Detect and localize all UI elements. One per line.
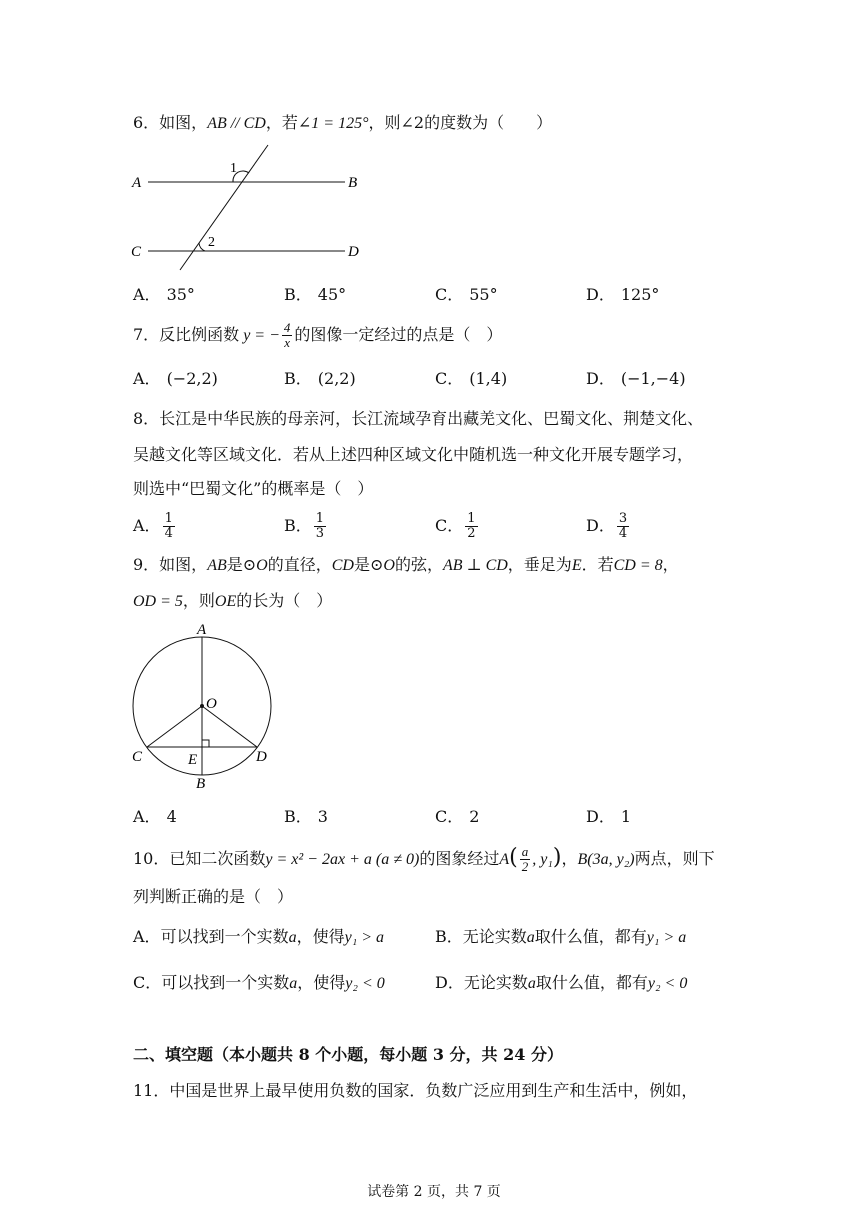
q9-option-d[interactable] <box>586 806 631 828</box>
q8-option-b-fraction <box>314 512 326 541</box>
q6-option-a[interactable] <box>133 284 195 306</box>
q8-option-d-num: 3 <box>618 511 628 526</box>
q8-option-d-den: 4 <box>618 526 628 541</box>
q8-option-a-num: 1 <box>164 511 173 526</box>
q6-relation: AB // CD <box>207 115 266 132</box>
q10-l1-b: 的图象经过 <box>419 849 500 868</box>
q7-option-d[interactable] <box>586 368 686 390</box>
q10-point-a-open: ( <box>509 845 518 870</box>
q9-option-c-text: 2 <box>469 807 480 826</box>
q7-option-b[interactable] <box>284 368 356 390</box>
q10-option-c[interactable] <box>133 972 385 995</box>
q10-option-c-text: 可以找到一个实数 <box>161 973 290 992</box>
q10-option-b-tail: 取什么值，都有 <box>534 927 647 946</box>
q9-right-angle-mark <box>202 740 209 747</box>
q9-l2-d: 的长为（ ） <box>236 591 333 610</box>
q9-option-d-text: 1 <box>620 807 632 826</box>
q9-option-a-label: A． <box>133 807 161 826</box>
q9-label-a: A <box>197 622 207 638</box>
q10-option-b-label: B． <box>435 927 463 946</box>
q10-option-b-var: a <box>526 929 535 946</box>
q7-option-c-label: C． <box>435 369 464 388</box>
q10-point-a-num: a <box>521 844 529 859</box>
q8-line1: 8．长江是中华民族的母亲河，长江流域孕育出藏羌文化、巴蜀文化、荆楚文化、 <box>133 409 704 428</box>
q7-stem <box>133 320 502 351</box>
q8-option-c-num: 1 <box>467 511 476 526</box>
q10-l1-d: 两点，则下 <box>634 849 715 868</box>
q10-point-a-label: A <box>499 851 510 868</box>
q10-option-b-ineq: y₁ > a <box>646 929 687 946</box>
q10-option-b[interactable] <box>435 926 686 949</box>
q7-option-a[interactable] <box>133 368 218 390</box>
q9-l1-g: 是⊙ <box>353 555 384 574</box>
q9-l2-a: OD = 5 <box>133 593 183 610</box>
q9-line2 <box>133 590 332 613</box>
q9-l1-e: 的直径， <box>267 555 332 574</box>
q10-option-a[interactable] <box>133 926 384 949</box>
q7-option-a-label: A． <box>133 369 161 388</box>
q6-stem <box>133 112 552 135</box>
q7-option-c[interactable] <box>435 368 507 390</box>
q7-func-fraction <box>282 321 293 350</box>
q9-l1-l: E <box>571 557 582 574</box>
q6-stem-mid: ，若 <box>265 113 298 132</box>
q10-point-b: B(3a, y₂) <box>577 851 635 868</box>
q9-option-c-label: C． <box>435 807 464 826</box>
q9-option-a-text: 4 <box>166 807 177 826</box>
q11-line1: 11．中国是世界上最早使用负数的国家．负数广泛应用到生产和生活中，例如， <box>133 1081 698 1100</box>
q6-angle-given: ∠1 = 125° <box>297 115 369 132</box>
q9-option-d-label: D． <box>586 807 615 826</box>
q9-option-c[interactable] <box>435 806 479 828</box>
q6-option-b-text: 45° <box>317 285 347 304</box>
q10-point-a-den: 2 <box>521 859 529 874</box>
q9-l1-h: O <box>383 557 395 574</box>
q6-option-d[interactable] <box>586 284 659 306</box>
q8-option-c-label: C． <box>435 516 464 535</box>
q7-func-den: x <box>284 335 291 350</box>
q7-option-b-label: B． <box>284 369 312 388</box>
q9-l1-b: AB <box>207 557 227 574</box>
q10-option-d-ineq: y₂ < 0 <box>647 975 688 992</box>
q10-option-a-text: 可以找到一个实数 <box>160 927 289 946</box>
page-footer: 试卷第 2 页，共 7 页 <box>367 1184 501 1200</box>
q7-option-a-text: (−2,2) <box>166 369 218 388</box>
q6-option-c-text: 55° <box>469 285 498 304</box>
q9-option-a[interactable] <box>133 806 177 828</box>
q6-label-d: D <box>348 244 359 260</box>
q9-l1-i: 的弦， <box>394 555 443 574</box>
q8-option-a[interactable] <box>133 512 177 541</box>
q9-l2-c: OE <box>214 593 237 610</box>
q9-label-e: E <box>188 752 198 768</box>
q9-l1-o: ， <box>662 555 679 574</box>
q9-label-c: C <box>132 749 143 765</box>
q10-l1-c: ， <box>561 849 578 868</box>
q9-l1-m: ．若 <box>581 555 614 574</box>
q8-option-d[interactable] <box>586 512 631 541</box>
q6-option-d-text: 125° <box>620 285 660 304</box>
q8-option-c[interactable] <box>435 512 480 541</box>
q10-option-a-var: a <box>288 929 297 946</box>
q10-option-d-var: a <box>527 975 536 992</box>
q9-l2-b: ，则 <box>182 591 215 610</box>
q8-option-b-den: 3 <box>315 526 325 541</box>
q10-option-d-text: 无论实数 <box>463 973 528 992</box>
q10-option-a-label: A． <box>133 927 161 946</box>
q6-option-c[interactable] <box>435 284 498 306</box>
q10-option-a-tail: ，使得 <box>296 927 345 946</box>
q8-line3: 则选中“巴蜀文化”的概率是（ ） <box>133 479 374 498</box>
q7-option-b-text: (2,2) <box>317 369 356 388</box>
q8-option-a-den: 4 <box>164 526 173 541</box>
q9-radius-od <box>202 706 257 747</box>
q6-option-d-label: D． <box>586 285 615 304</box>
q9-l1-f: CD <box>331 557 354 574</box>
q10-line1 <box>133 842 715 876</box>
q6-stem-post: ，则∠2的度数为（ ） <box>368 113 553 132</box>
q9-option-b[interactable] <box>284 806 328 828</box>
q10-point-a-close: ) <box>552 845 562 870</box>
q9-line1 <box>133 554 679 577</box>
q8-line2: 吴越文化等区域文化．若从上述四种区域文化中随机选一种文化开展专题学习， <box>133 445 694 464</box>
q8-option-d-label: D． <box>586 516 615 535</box>
q6-option-a-label: A． <box>133 285 161 304</box>
q7-option-c-text: (1,4) <box>469 369 508 388</box>
q10-line2: 列判断正确的是（ ） <box>133 887 294 906</box>
q9-l1-d: O <box>256 557 268 574</box>
q6-option-c-label: C． <box>435 285 464 304</box>
q8-option-b-num: 1 <box>315 511 325 526</box>
q8-option-c-den: 2 <box>467 526 476 541</box>
q8-option-a-fraction <box>163 512 175 541</box>
q9-l1-a: 9．如图， <box>133 555 208 574</box>
q6-label-angle2: 2 <box>208 235 215 250</box>
q10-option-d-label: D． <box>435 973 464 992</box>
q10-point-a-fraction <box>520 845 531 874</box>
q9-option-b-text: 3 <box>317 807 328 826</box>
q7-func-lhs: y = − <box>243 327 280 344</box>
q6-label-a: A <box>132 175 142 191</box>
q10-option-c-var: a <box>289 975 298 992</box>
section2-heading: 二、填空题（本小题共 8 个小题，每小题 3 分，共 24 分） <box>133 1045 563 1064</box>
q6-label-b: B <box>348 175 358 191</box>
q6-angle2-arc <box>199 243 205 251</box>
q6-option-b-label: B． <box>284 285 312 304</box>
q7-option-d-label: D． <box>586 369 615 388</box>
q10-option-b-text: 无论实数 <box>462 927 527 946</box>
q9-l1-n: CD = 8 <box>613 557 663 574</box>
q8-option-c-fraction <box>465 512 477 541</box>
q6-option-b[interactable] <box>284 284 346 306</box>
q7-stem-post: 的图像一定经过的点是（ ） <box>294 325 503 344</box>
q10-option-c-ineq: y₂ < 0 <box>345 975 385 992</box>
q6-label-angle1: 1 <box>230 161 237 176</box>
q6-stem-pre: 6．如图， <box>133 113 208 132</box>
q8-option-b[interactable] <box>284 512 328 541</box>
q9-radius-oc <box>147 706 202 747</box>
q10-option-d[interactable] <box>435 972 687 995</box>
q9-l1-j: AB ⊥ CD <box>442 557 508 574</box>
q10-option-c-tail: ，使得 <box>297 973 346 992</box>
q10-l1-a: 10．已知二次函数 <box>133 849 266 868</box>
q9-label-o: O <box>206 696 217 712</box>
q10-func: y = x² − 2ax + a (a ≠ 0) <box>265 851 420 868</box>
q8-option-a-label: A． <box>133 516 161 535</box>
q7-option-d-text: (−1,−4) <box>620 369 686 388</box>
q10-option-d-tail: 取什么值，都有 <box>535 973 648 992</box>
q7-stem-pre: 7．反比例函数 <box>133 325 240 344</box>
q9-l1-c: 是⊙ <box>226 555 257 574</box>
q9-label-b: B <box>196 776 206 792</box>
q8-option-b-label: B． <box>284 516 312 535</box>
q6-figure <box>125 140 375 275</box>
q10-option-c-label: C． <box>133 973 162 992</box>
q9-label-d: D <box>256 749 267 765</box>
q9-l1-k: ，垂足为 <box>507 555 572 574</box>
q8-option-d-fraction <box>617 512 629 541</box>
q9-figure <box>125 620 285 795</box>
q10-option-a-ineq: y₁ > a <box>344 929 385 946</box>
q6-label-c: C <box>131 244 142 260</box>
q10-point-a-post: , y₁ <box>532 851 553 868</box>
q6-option-a-text: 35° <box>166 285 195 304</box>
q9-center-dot <box>200 704 204 708</box>
q9-option-b-label: B． <box>284 807 312 826</box>
q7-func-num: 4 <box>283 320 291 335</box>
